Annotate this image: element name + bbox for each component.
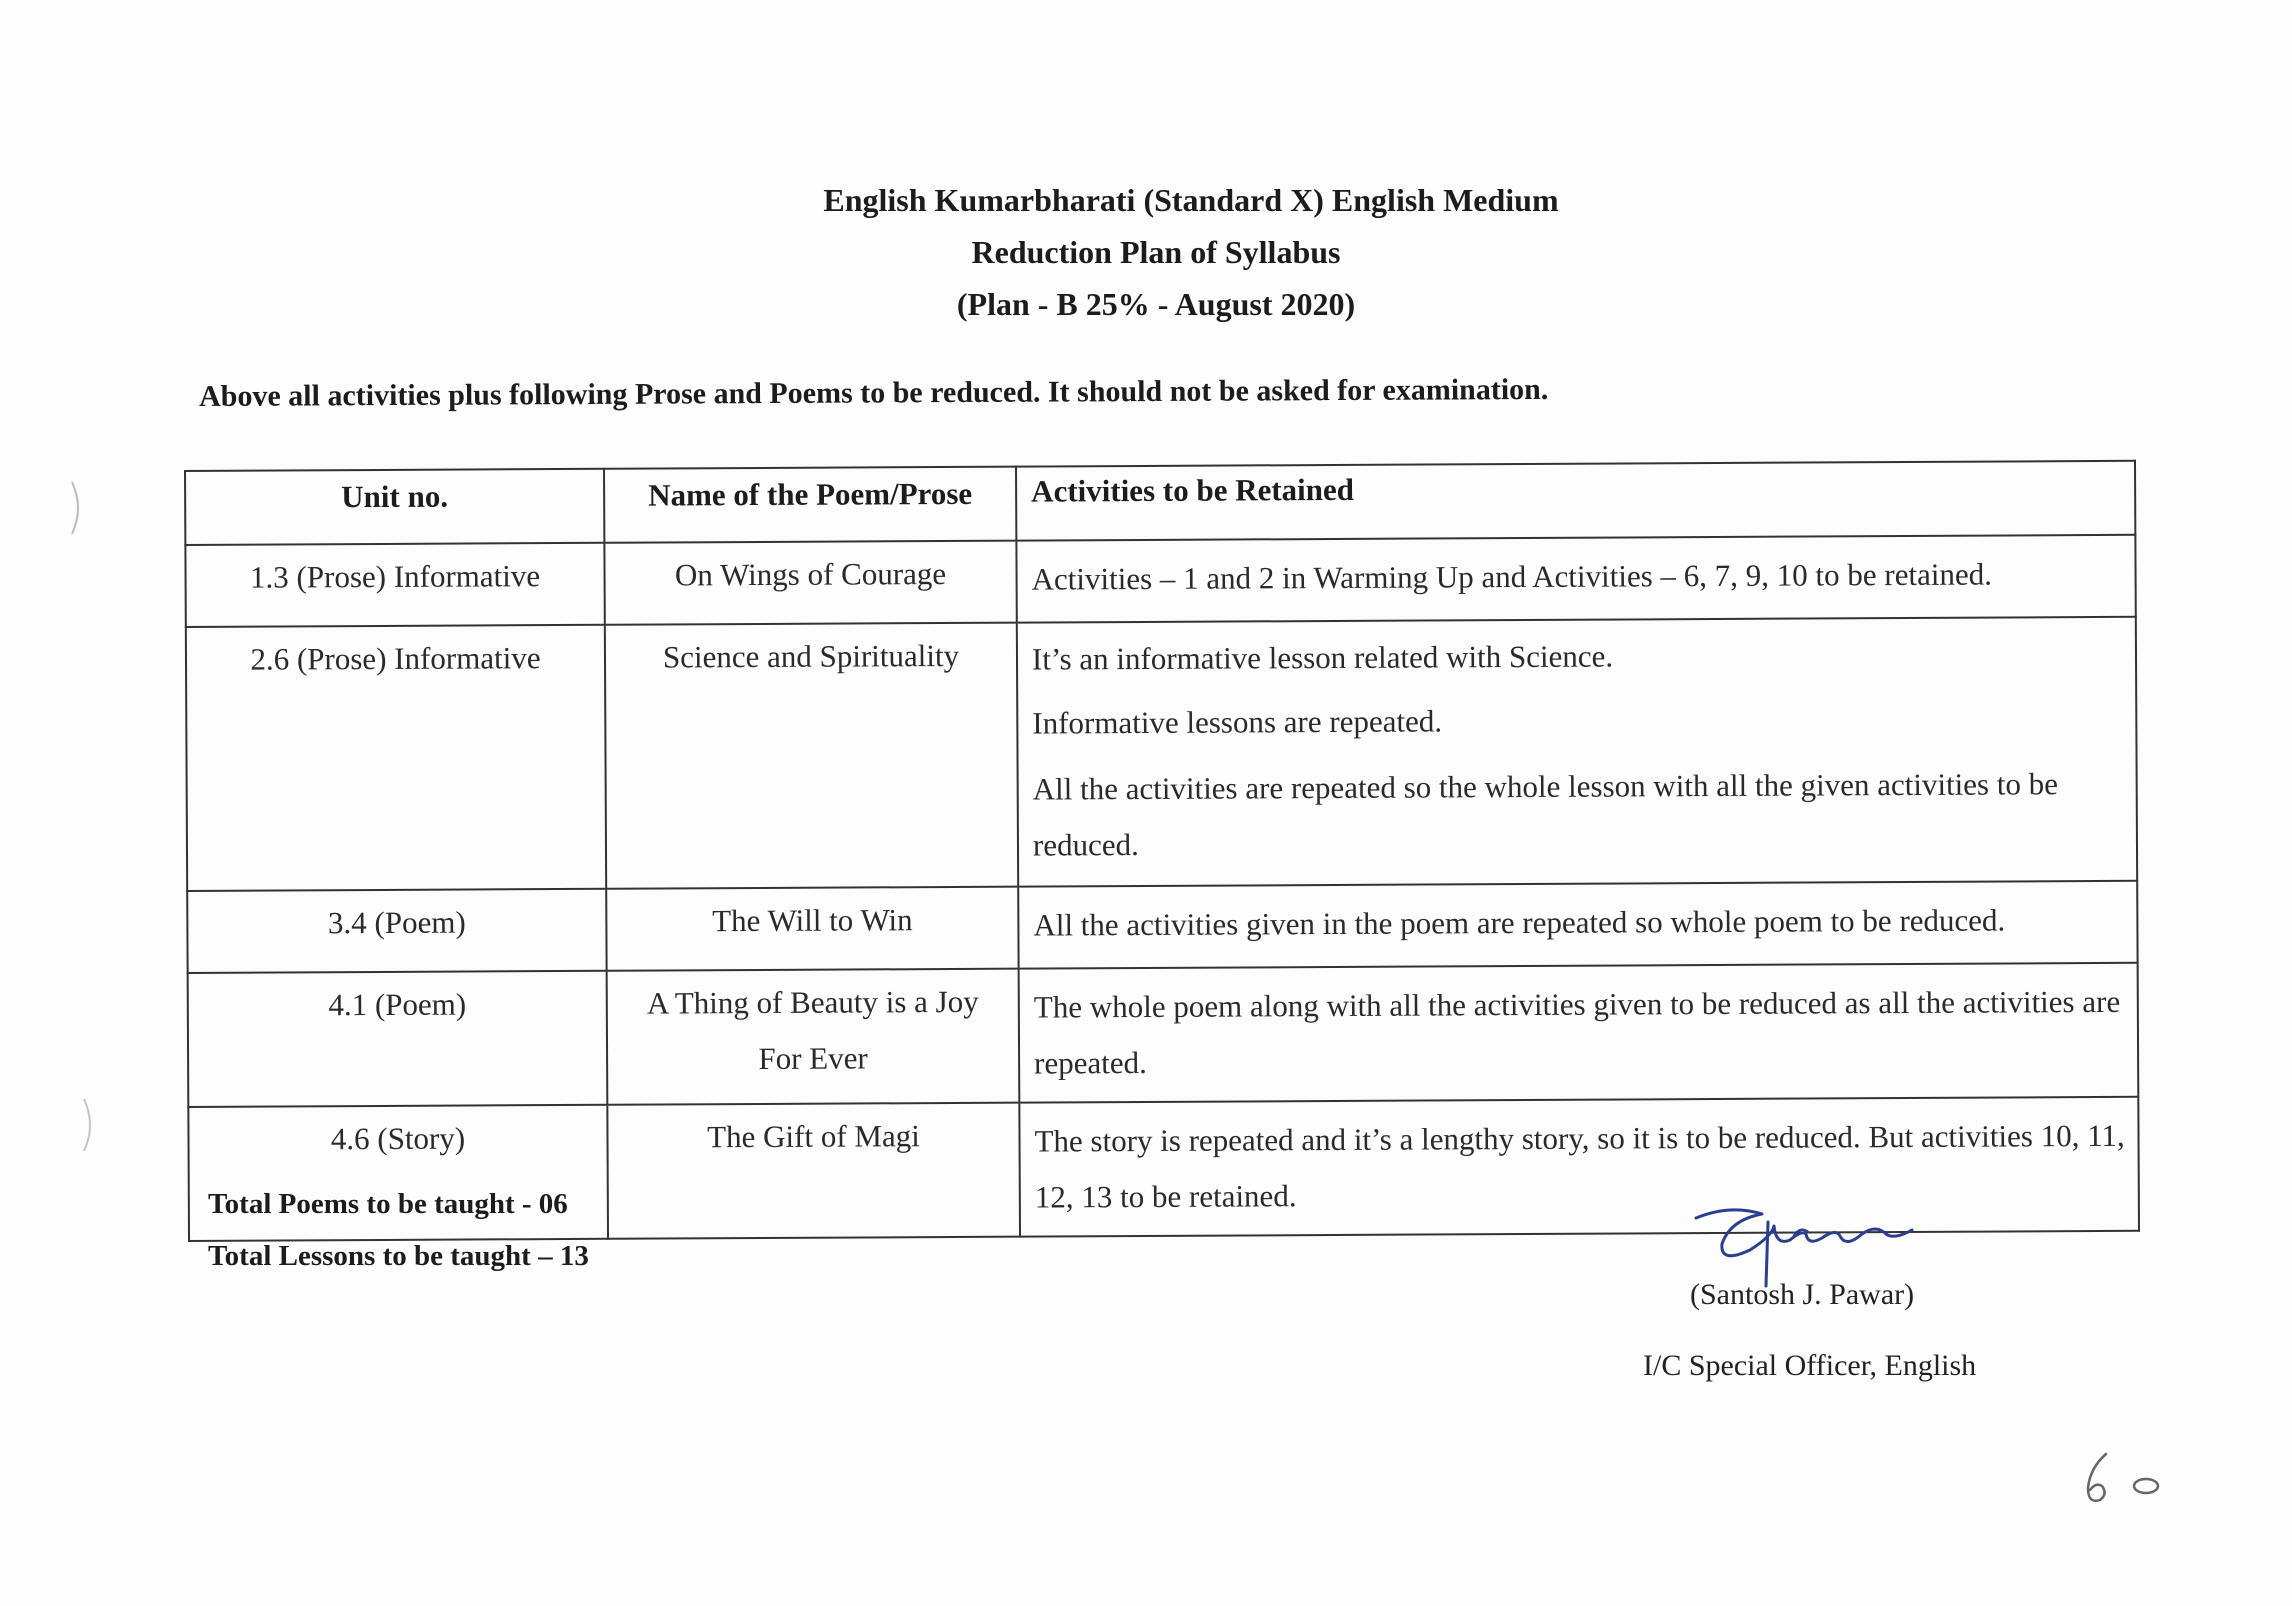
signature-image — [1690, 1200, 1920, 1290]
name-cell: On Wings of Courage — [604, 541, 1016, 625]
activity-text: Activities – 1 and 2 in Warming Up and Activities – 6, 7, 9, 10 to be retained. — [1031, 556, 1993, 597]
name-cell — [607, 969, 1020, 1105]
table-row — [188, 963, 2139, 1107]
name-cell: Science and Spirituality — [605, 623, 1018, 889]
document-subtitle: Reduction Plan of Syllabus — [971, 234, 1341, 270]
table-row — [187, 881, 2137, 973]
activity-text: It’s an informative lesson related with Science. — [1031, 638, 1614, 677]
name-line: A Thing of Beauty is a Joy — [646, 983, 979, 1021]
column-header-name: Name of the Poem/Prose — [604, 467, 1016, 543]
table-row — [185, 535, 2135, 627]
column-header-unit: Unit no. — [185, 469, 604, 545]
activity-text: All the activities given in the poem are repeated so whole poem to be reduced. — [1033, 902, 2006, 943]
reduction-table — [184, 460, 2138, 1242]
activities-cell — [1019, 1097, 2139, 1237]
signatory-title: I/C Special Officer, English — [1643, 1349, 1977, 1382]
activity-text: All the activities are repeated so the whole lesson with all the given activities to be reduced. — [1032, 766, 2059, 863]
activities-cell — [1017, 617, 2137, 887]
document-title: English Kumarbharati (Standard X) English Medium — [823, 182, 1559, 218]
total-poems: Total Poems to be taught - 06 — [208, 1188, 568, 1220]
total-lessons: Total Lessons to be taught – 13 — [208, 1240, 589, 1272]
signatory-name: (Santosh J. Pawar) — [1690, 1278, 1915, 1311]
unit-cell: 3.4 (Poem) — [187, 889, 606, 973]
handwritten-page-number — [2080, 1450, 2170, 1510]
activity-text: The whole poem along with all the activities given to be reduced as all the activities are repeated. — [1033, 983, 2121, 1081]
name-line: For Ever — [758, 1040, 868, 1077]
name-cell: The Gift of Magi — [607, 1103, 1020, 1239]
name-cell: The Will to Win — [606, 887, 1018, 971]
unit-cell: 4.6 (Story) — [188, 1105, 608, 1241]
scan-mark — [80, 1095, 100, 1155]
plan-label: (Plan - B 25% - August 2020) — [956, 286, 1356, 322]
unit-cell: 2.6 (Prose) Informative — [186, 625, 606, 891]
scan-mark — [68, 478, 88, 538]
table-header-row — [185, 461, 2135, 545]
activities-cell — [1016, 535, 2135, 623]
activity-text: Informative lessons are repeated. — [1032, 703, 1443, 741]
activities-cell — [1018, 881, 2137, 969]
table-row — [186, 617, 2137, 891]
instruction-text: Above all activities plus following Prose and Poems to be reduced. It should not be asked for examination. — [199, 372, 1549, 413]
activities-cell — [1019, 963, 2139, 1103]
column-header-activities: Activities to be Retained — [1016, 461, 2135, 541]
unit-cell: 4.1 (Poem) — [188, 971, 608, 1107]
activity-text: The story is repeated and it’s a lengthy story, so it is to be reduced. But activities 10, 11, 12, 13 to be retained. — [1034, 1117, 2125, 1215]
unit-cell: 1.3 (Prose) Informative — [185, 543, 604, 627]
